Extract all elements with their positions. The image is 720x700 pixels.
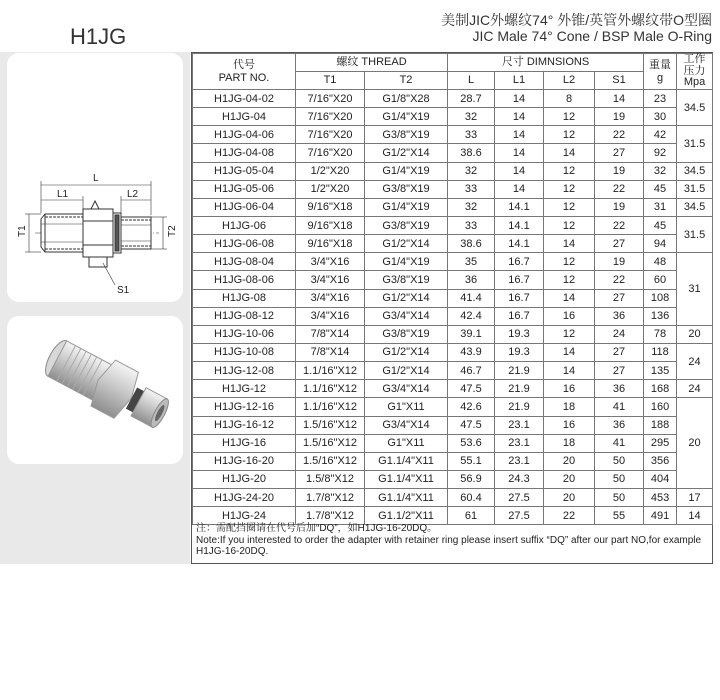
dim-label-T1: T1: [17, 225, 28, 237]
cell-s1: 27: [595, 362, 644, 380]
cell-l2: 22: [544, 507, 595, 525]
table-row: [193, 235, 713, 253]
cell-s1: 19: [595, 198, 644, 216]
cell-l2: 20: [544, 452, 595, 470]
spec-table: [192, 53, 713, 525]
cell-pressure: 31.5: [677, 180, 713, 198]
cell-t2: G1/2"X14: [365, 343, 448, 361]
table-row: [193, 489, 713, 507]
cell-l2: 14: [544, 362, 595, 380]
table-row: [193, 362, 713, 380]
cell-l1: 23.1: [495, 416, 544, 434]
header-l: L: [448, 72, 495, 90]
cell-l1: 14: [495, 90, 544, 108]
cell-t1: 7/8"X14: [296, 325, 365, 343]
cell-t2: G1.1/4"X11: [365, 470, 448, 488]
cell-t2: G1/2"X14: [365, 235, 448, 253]
cell-l2: 20: [544, 470, 595, 488]
cell-t2: G1.1/2"X11: [365, 507, 448, 525]
cell-t2: G3/8"X19: [365, 216, 448, 234]
cell-part: H1JG-06-04: [193, 198, 296, 216]
cell-t1: 1/2"X20: [296, 180, 365, 198]
cell-t2: G3/8"X19: [365, 325, 448, 343]
cell-l1: 16.7: [495, 307, 544, 325]
cell-pressure: 24: [677, 343, 713, 379]
cell-s1: 41: [595, 398, 644, 416]
cell-w: 168: [644, 380, 677, 398]
cell-l2: 12: [544, 198, 595, 216]
cell-l1: 14.1: [495, 235, 544, 253]
cell-s1: 55: [595, 507, 644, 525]
cell-pressure: 31.5: [677, 216, 713, 252]
cell-t1: 7/16"X20: [296, 126, 365, 144]
title-chinese: 美制JIC外螺纹74° 外锥/英管外螺纹带O型圈: [441, 12, 712, 28]
cell-w: 32: [644, 162, 677, 180]
table-row: [193, 216, 713, 234]
cell-s1: 19: [595, 162, 644, 180]
cell-pressure: 20: [677, 398, 713, 489]
header-weight-cn: 重量: [649, 59, 672, 72]
cell-t1: 3/4"X16: [296, 253, 365, 271]
cell-s1: 19: [595, 108, 644, 126]
cell-l2: 16: [544, 380, 595, 398]
cell-s1: 22: [595, 216, 644, 234]
cell-l2: 12: [544, 162, 595, 180]
cell-w: 295: [644, 434, 677, 452]
cell-t2: G1/2"X14: [365, 144, 448, 162]
cell-part: H1JG-16-12: [193, 416, 296, 434]
cell-part: H1JG-05-06: [193, 180, 296, 198]
table-row: [193, 144, 713, 162]
cell-s1: 27: [595, 343, 644, 361]
cell-s1: 22: [595, 126, 644, 144]
cell-l1: 14: [495, 162, 544, 180]
cell-w: 135: [644, 362, 677, 380]
cell-t1: 9/16"X18: [296, 235, 365, 253]
cell-t2: G1/2"X14: [365, 289, 448, 307]
cell-t2: G3/4"X14: [365, 307, 448, 325]
cell-t1: 3/4"X16: [296, 271, 365, 289]
cell-l1: 21.9: [495, 380, 544, 398]
cell-l1: 16.7: [495, 253, 544, 271]
cell-l: 46.7: [448, 362, 495, 380]
cell-w: 136: [644, 307, 677, 325]
cell-w: 45: [644, 180, 677, 198]
cell-s1: 19: [595, 253, 644, 271]
cell-t1: 1.5/16"X12: [296, 416, 365, 434]
cell-t2: G3/8"X19: [365, 271, 448, 289]
header-part-no: [193, 54, 296, 90]
cell-l1: 23.1: [495, 452, 544, 470]
cell-w: 491: [644, 507, 677, 525]
table-row: [193, 470, 713, 488]
cell-l2: 18: [544, 398, 595, 416]
cell-t1: 1.7/8"X12: [296, 489, 365, 507]
cell-t1: 9/16"X18: [296, 216, 365, 234]
cell-l: 32: [448, 162, 495, 180]
cell-part: H1JG-04: [193, 108, 296, 126]
cell-pressure: 14: [677, 507, 713, 525]
cell-w: 108: [644, 289, 677, 307]
footnote-en: Note:If you interested to order the adapter with retainer ring please insert suffix “DQ” after our part NO,for example: [196, 534, 702, 546]
table-row: [193, 289, 713, 307]
cell-t1: 7/16"X20: [296, 144, 365, 162]
table-row: [193, 325, 713, 343]
cell-t2: G1/4"X19: [365, 253, 448, 271]
footnote-cn: 注：需配挡圈请在代号后加“DQ”，如H1JG-16-20DQ。: [196, 523, 438, 534]
cell-part: H1JG-10-06: [193, 325, 296, 343]
cell-s1: 41: [595, 434, 644, 452]
cell-part: H1JG-05-04: [193, 162, 296, 180]
header-s1: S1: [595, 72, 644, 90]
cell-l2: 14: [544, 235, 595, 253]
cell-s1: 27: [595, 289, 644, 307]
cell-l2: 16: [544, 307, 595, 325]
header-part-cn: 代号: [233, 59, 255, 72]
cell-part: H1JG-24: [193, 507, 296, 525]
footnote-en-example: H1JG-16-20DQ.: [196, 546, 269, 557]
cell-pressure: 34.5: [677, 162, 713, 180]
cell-t1: 1.5/16"X12: [296, 434, 365, 452]
cell-t1: 1.1/16"X12: [296, 398, 365, 416]
cell-w: 160: [644, 398, 677, 416]
cell-t1: 1.5/16"X12: [296, 452, 365, 470]
cell-l2: 8: [544, 90, 595, 108]
header-weight-unit: g: [656, 71, 664, 84]
table-row: [193, 434, 713, 452]
cell-l1: 27.5: [495, 489, 544, 507]
dim-label-T2: T2: [167, 225, 178, 237]
cell-t1: 1.1/16"X12: [296, 362, 365, 380]
header-t1: T1: [296, 72, 365, 90]
cell-part: H1JG-08-06: [193, 271, 296, 289]
cell-pressure: 17: [677, 489, 713, 507]
cell-w: 453: [644, 489, 677, 507]
cell-t2: G1"X11: [365, 398, 448, 416]
header-dimensions: 尺寸 DIMNSIONS: [448, 54, 644, 72]
cell-l2: 12: [544, 126, 595, 144]
cell-s1: 14: [595, 90, 644, 108]
cell-l2: 12: [544, 325, 595, 343]
cell-w: 404: [644, 470, 677, 488]
cell-l1: 14: [495, 144, 544, 162]
cell-pressure: 34.5: [677, 198, 713, 216]
cell-t2: G3/8"X19: [365, 126, 448, 144]
header-part-en: PART NO.: [218, 71, 270, 84]
cell-part: H1JG-20: [193, 470, 296, 488]
cell-l: 28.7: [448, 90, 495, 108]
cell-w: 23: [644, 90, 677, 108]
table-row: [193, 253, 713, 271]
cell-l1: 16.7: [495, 271, 544, 289]
cell-l1: 21.9: [495, 362, 544, 380]
cell-s1: 27: [595, 235, 644, 253]
cell-l: 42.6: [448, 398, 495, 416]
cell-l2: 14: [544, 144, 595, 162]
technical-drawing-box: [7, 53, 183, 302]
cell-s1: 22: [595, 271, 644, 289]
cell-t2: G3/4"X14: [365, 380, 448, 398]
cell-l: 60.4: [448, 489, 495, 507]
cell-l: 47.5: [448, 380, 495, 398]
cell-part: H1JG-08-04: [193, 253, 296, 271]
table-row: [193, 307, 713, 325]
spec-table-body: [193, 90, 713, 525]
cell-s1: 27: [595, 144, 644, 162]
cell-l: 53.6: [448, 434, 495, 452]
cell-l1: 27.5: [495, 507, 544, 525]
cell-pressure: 34.5: [677, 90, 713, 126]
cell-l: 43.9: [448, 343, 495, 361]
cell-pressure: 24: [677, 380, 713, 398]
cell-w: 48: [644, 253, 677, 271]
cell-l1: 14: [495, 180, 544, 198]
cell-part: H1JG-12: [193, 380, 296, 398]
table-row: [193, 343, 713, 361]
cell-t2: G1/4"X19: [365, 162, 448, 180]
cell-t1: 1.1/16"X12: [296, 380, 365, 398]
cell-l1: 19.3: [495, 325, 544, 343]
cell-s1: 36: [595, 380, 644, 398]
cell-l: 38.6: [448, 144, 495, 162]
cell-part: H1JG-24-20: [193, 489, 296, 507]
table-row: [193, 452, 713, 470]
title-english: JIC Male 74° Cone / BSP Male O-Ring: [472, 28, 712, 44]
cell-l: 41.4: [448, 289, 495, 307]
header-l2: L2: [544, 72, 595, 90]
cell-t2: G1.1/4"X11: [365, 452, 448, 470]
table-row: [193, 180, 713, 198]
header-pressure-unit: Mpa: [683, 76, 706, 89]
cell-l2: 12: [544, 108, 595, 126]
table-row: [193, 380, 713, 398]
cell-s1: 36: [595, 416, 644, 434]
cell-part: H1JG-08: [193, 289, 296, 307]
cell-part: H1JG-04-02: [193, 90, 296, 108]
cell-part: H1JG-06: [193, 216, 296, 234]
cell-w: 60: [644, 271, 677, 289]
cell-l: 38.6: [448, 235, 495, 253]
cell-l2: 12: [544, 216, 595, 234]
cell-w: 118: [644, 343, 677, 361]
header-weight: [644, 54, 677, 90]
cell-part: H1JG-06-08: [193, 235, 296, 253]
cell-l1: 16.7: [495, 289, 544, 307]
dim-label-L2: L2: [127, 189, 139, 200]
cell-part: H1JG-08-12: [193, 307, 296, 325]
cell-t2: G3/8"X19: [365, 180, 448, 198]
cell-s1: 24: [595, 325, 644, 343]
cell-t2: G1/8"X28: [365, 90, 448, 108]
cell-l: 61: [448, 507, 495, 525]
cell-w: 92: [644, 144, 677, 162]
cell-l2: 12: [544, 253, 595, 271]
cell-l1: 19.3: [495, 343, 544, 361]
cell-t1: 1.5/8"X12: [296, 470, 365, 488]
dim-label-L1: L1: [57, 189, 69, 200]
cell-l: 32: [448, 198, 495, 216]
cell-t2: G1/4"X19: [365, 108, 448, 126]
header-l1: L1: [495, 72, 544, 90]
cell-s1: 50: [595, 470, 644, 488]
header-pressure-cn1: 工作: [683, 53, 706, 66]
cell-l1: 14.1: [495, 198, 544, 216]
cell-part: H1JG-16-20: [193, 452, 296, 470]
cell-l: 33: [448, 126, 495, 144]
cell-part: H1JG-10-08: [193, 343, 296, 361]
cell-l2: 16: [544, 416, 595, 434]
cell-t2: G3/4"X14: [365, 416, 448, 434]
cell-t1: 7/16"X20: [296, 108, 365, 126]
cell-part: H1JG-12-08: [193, 362, 296, 380]
cell-w: 356: [644, 452, 677, 470]
cell-l2: 14: [544, 289, 595, 307]
cell-s1: 50: [595, 452, 644, 470]
cell-t1: 7/16"X20: [296, 90, 365, 108]
cell-l2: 14: [544, 343, 595, 361]
cell-l1: 14: [495, 108, 544, 126]
cell-w: 78: [644, 325, 677, 343]
cell-t1: 9/16"X18: [296, 198, 365, 216]
cell-w: 31: [644, 198, 677, 216]
cell-t2: G1/2"X14: [365, 362, 448, 380]
product-photo-box: [7, 316, 183, 464]
cell-l: 33: [448, 180, 495, 198]
cell-l: 33: [448, 216, 495, 234]
cell-l1: 23.1: [495, 434, 544, 452]
cell-l: 39.1: [448, 325, 495, 343]
table-row: [193, 198, 713, 216]
footnote: [196, 523, 711, 558]
cell-l2: 20: [544, 489, 595, 507]
cell-l1: 14.1: [495, 216, 544, 234]
table-row: [193, 162, 713, 180]
dim-label-L: L: [93, 173, 99, 184]
cell-w: 45: [644, 216, 677, 234]
table-row: [193, 398, 713, 416]
cell-l2: 12: [544, 180, 595, 198]
cell-l1: 14: [495, 126, 544, 144]
cell-l: 35: [448, 253, 495, 271]
table-row: [193, 108, 713, 126]
cell-pressure: 31.5: [677, 126, 713, 162]
cell-l: 47.5: [448, 416, 495, 434]
cell-t2: G1"X11: [365, 434, 448, 452]
header-thread: 螺纹 THREAD: [296, 54, 448, 72]
cell-l: 32: [448, 108, 495, 126]
cell-s1: 22: [595, 180, 644, 198]
cell-w: 94: [644, 235, 677, 253]
cell-part: H1JG-12-16: [193, 398, 296, 416]
cell-l: 36: [448, 271, 495, 289]
cell-l: 55.1: [448, 452, 495, 470]
cell-part: H1JG-04-08: [193, 144, 296, 162]
header-pressure: [677, 54, 713, 90]
cell-t1: 1.7/8"X12: [296, 507, 365, 525]
table-row: [193, 90, 713, 108]
cell-t1: 7/8"X14: [296, 343, 365, 361]
cell-l2: 12: [544, 271, 595, 289]
cell-part: H1JG-16: [193, 434, 296, 452]
cell-pressure: 31: [677, 253, 713, 326]
cell-l: 56.9: [448, 470, 495, 488]
technical-drawing: [7, 53, 183, 302]
cell-w: 42: [644, 126, 677, 144]
cell-l: 42.4: [448, 307, 495, 325]
cell-l1: 24.3: [495, 470, 544, 488]
header-pressure-cn2: 压力: [683, 64, 706, 77]
cell-s1: 50: [595, 489, 644, 507]
table-row: [193, 271, 713, 289]
product-code: H1JG: [70, 24, 127, 49]
dim-label-S1: S1: [117, 285, 130, 296]
cell-part: H1JG-04-06: [193, 126, 296, 144]
cell-t2: G1.1/4"X11: [365, 489, 448, 507]
cell-l1: 21.9: [495, 398, 544, 416]
cell-t1: 3/4"X16: [296, 289, 365, 307]
product-photo: [7, 316, 183, 464]
cell-t2: G1/4"X19: [365, 198, 448, 216]
cell-pressure: 20: [677, 325, 713, 343]
cell-l2: 18: [544, 434, 595, 452]
cell-w: 188: [644, 416, 677, 434]
table-row: [193, 126, 713, 144]
cell-w: 30: [644, 108, 677, 126]
cell-s1: 36: [595, 307, 644, 325]
cell-t1: 3/4"X16: [296, 307, 365, 325]
header-t2: T2: [365, 72, 448, 90]
spec-table-container: [191, 52, 713, 564]
table-row: [193, 416, 713, 434]
cell-t1: 1/2"X20: [296, 162, 365, 180]
